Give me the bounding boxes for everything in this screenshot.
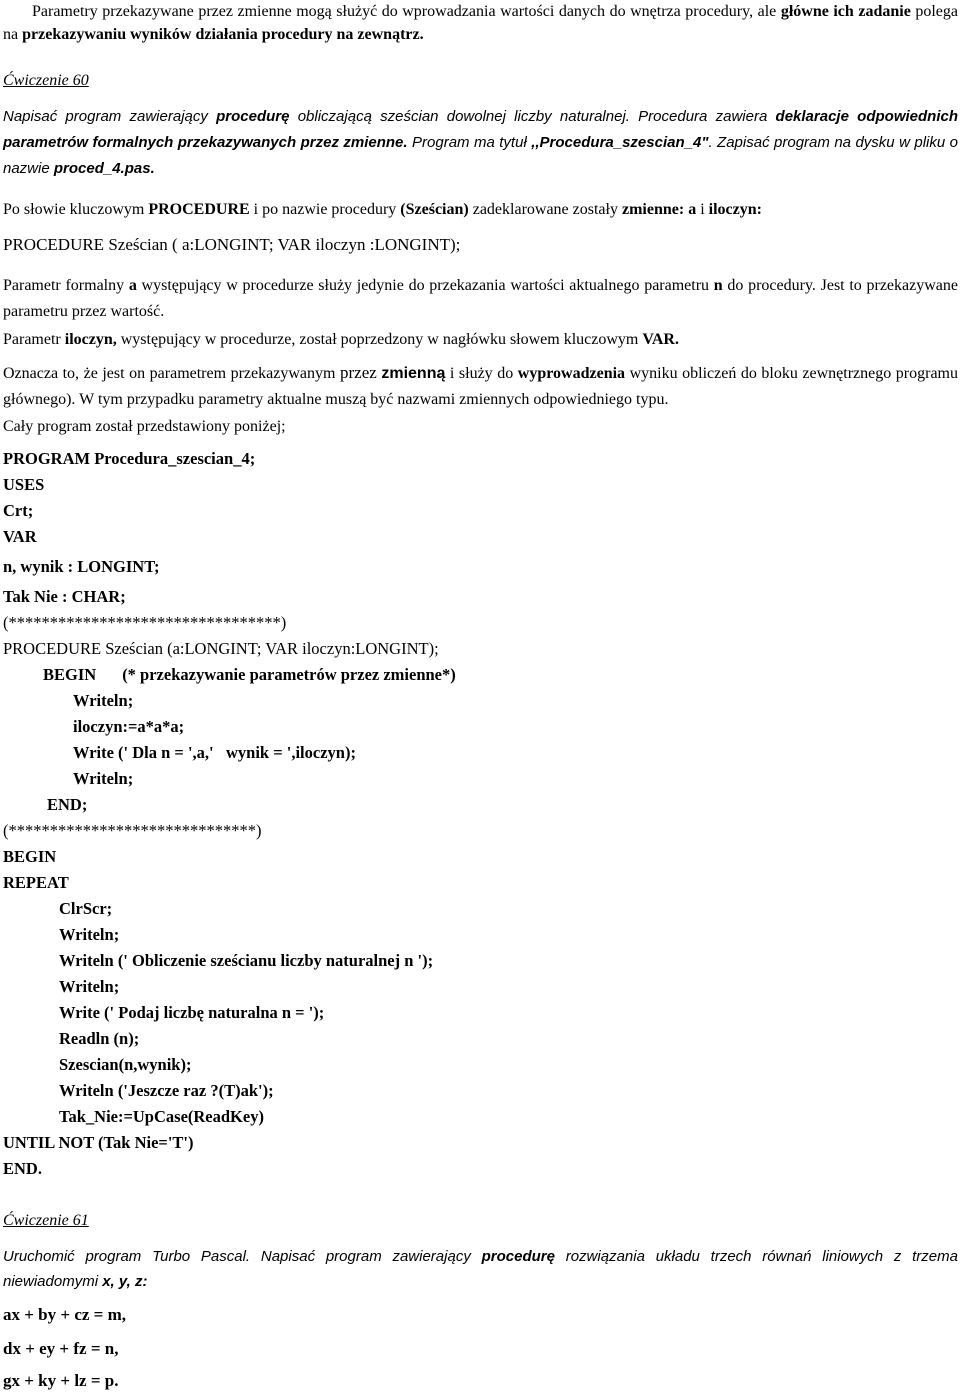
- code-line: PROGRAM Procedura_szescian_4;: [3, 449, 256, 468]
- code-line: REPEAT: [3, 873, 69, 892]
- code-line: VAR: [3, 527, 37, 546]
- body-text: występujący w procedurze służy jedynie do przekazania wartości aktualnego parametru: [136, 277, 714, 294]
- intro-text: Parametry przekazywane przez zmienne mogą służyć do wprowadzania wartości danych do wnętrza procedury, ale: [32, 3, 781, 20]
- code-line: Writeln;: [59, 925, 120, 944]
- intro-bold: przekazywaniu wyników działania procedury na zewnątrz.: [22, 26, 424, 43]
- code-line: Writeln ('Jeszcze raz ?(T)ak');: [59, 1081, 274, 1100]
- parameter-a-paragraph: [3, 273, 958, 325]
- code-line: ClrScr;: [59, 899, 113, 918]
- ex61-bold: procedurę: [481, 1248, 555, 1265]
- code-line: END;: [47, 795, 88, 814]
- code-line: Writeln;: [73, 769, 134, 788]
- body-text: przez: [340, 363, 377, 382]
- code-line: [3, 662, 958, 688]
- body-bold: zmienne: a: [621, 201, 697, 218]
- code-line: END.: [3, 1159, 42, 1178]
- code-line: (*********************************): [3, 613, 287, 632]
- body-text: występujący w procedurze, został poprzedzony w nagłówku słowem kluczowym: [116, 331, 643, 348]
- code-line: Szescian(n,wynik);: [59, 1055, 192, 1074]
- equation-2: dx + ey + fz = n,: [3, 1339, 119, 1358]
- exercise-61-text: [3, 1244, 958, 1294]
- code-line: UNTIL NOT (Tak Nie='T'): [3, 1133, 194, 1152]
- code-line: Writeln;: [73, 691, 134, 710]
- code-line: PROCEDURE Sześcian (a:LONGINT; VAR iloczyn:LONGINT);: [3, 639, 439, 658]
- body-bold: zmienną: [381, 365, 446, 382]
- ex61-text: rozwiązania układu trzech równań liniowych z trzema niewiadomymi: [3, 1248, 958, 1290]
- body-bold: iloczyn,: [64, 331, 117, 348]
- intro-paragraph: [3, 0, 958, 46]
- ex60-text: program na dysku w pliku o nazwie: [3, 134, 958, 177]
- body-text: Oznacza to, że jest on parametrem przekazywanym: [3, 365, 340, 382]
- parameter-iloczyn-paragraph: [3, 329, 958, 351]
- procedure-declaration: PROCEDURE Sześcian ( a:LONGINT; VAR iloczyn :LONGINT);: [3, 235, 461, 254]
- ex60-text: Program ma tytuł: [407, 134, 532, 151]
- code-comment: (* przekazywanie parametrów przez zmienne*): [122, 665, 456, 684]
- body-bold: iloczyn:: [708, 201, 762, 218]
- body-text: Parametr formalny: [3, 277, 129, 294]
- body-text: Parametr: [3, 331, 65, 348]
- code-listing: [3, 446, 958, 1182]
- exercise-60-text: [3, 104, 958, 182]
- body-bold: (Sześcian): [400, 201, 469, 218]
- code-line: iloczyn:=a*a*a;: [73, 717, 185, 736]
- code-line: Write (' Podaj liczbę naturalna n = ');: [59, 1003, 325, 1022]
- ex61-bold: x, y, z:: [102, 1273, 148, 1290]
- body-bold: a: [128, 277, 137, 294]
- ex60-bold: deklaracje: [775, 108, 849, 125]
- intro-text: polega na: [3, 3, 958, 43]
- body-text: i po nazwie procedury: [249, 201, 401, 218]
- code-line: Writeln (' Obliczenie sześcianu liczby naturalnej n ');: [59, 951, 434, 970]
- code-line: Readln (n);: [59, 1029, 140, 1048]
- code-line: Writeln;: [59, 977, 120, 996]
- code-line: n, wynik : LONGINT;: [3, 557, 160, 576]
- body-text: wyniku obliczeń do bloku zewnętrznego programu głównego). W tym przypadku parametry aktualne muszą być nazwami zmiennych odpowiedniego typu.: [3, 365, 959, 408]
- exercise-60-heading: Ćwiczenie 60: [3, 72, 89, 89]
- equation-1: ax + by + cz = m,: [3, 1305, 127, 1324]
- ex60-text: obliczającą sześcian dowolnej liczby naturalnej. Procedura zawiera: [289, 108, 776, 125]
- ex60-bold: odpowiednich parametrów formalnych przekazywanych przez zmienne.: [3, 108, 958, 151]
- ex60-text: . Zapisać: [708, 134, 770, 151]
- body-text: i: [696, 201, 709, 218]
- code-line: Tak_Nie:=UpCase(ReadKey): [59, 1107, 264, 1126]
- keyword-paragraph: [3, 199, 958, 221]
- code-line: Crt;: [3, 501, 34, 520]
- body-text: do procedury. Jest to przekazywane parametru przez wartość.: [3, 277, 958, 320]
- ex60-bold: ,,Procedura_szescian_4": [531, 134, 709, 151]
- body-bold: PROCEDURE: [148, 201, 250, 218]
- ex61-text: Uruchomić program Turbo Pascal. Napisać program zawierający: [3, 1248, 482, 1265]
- body-bold: n: [713, 277, 723, 294]
- meaning-paragraph: [3, 360, 958, 413]
- body-bold: VAR.: [642, 331, 679, 348]
- code-line: USES: [3, 475, 45, 494]
- body-text: Po słowie kluczowym: [3, 201, 149, 218]
- code-line: (******************************): [3, 821, 262, 840]
- program-intro: Cały program został przedstawiony poniżej;: [3, 418, 286, 435]
- body-bold: wyprowadzenia: [517, 365, 626, 382]
- equation-3: gx + ky + lz = p.: [3, 1371, 119, 1390]
- ex60-bold: procedurę: [216, 108, 290, 125]
- ex60-text: Napisać program zawierający: [3, 108, 217, 125]
- code-line: Write (' Dla n = ',a,' wynik = ',iloczyn);: [73, 743, 356, 762]
- body-text: i służy do: [445, 365, 518, 382]
- ex60-bold: proced_4.pas.: [53, 160, 155, 177]
- body-text: zadeklarowane zostały: [468, 201, 622, 218]
- code-keyword: BEGIN: [43, 665, 97, 684]
- exercise-61-heading: Ćwiczenie 61: [3, 1212, 89, 1229]
- code-line: Tak Nie : CHAR;: [3, 587, 126, 606]
- code-line: BEGIN: [3, 847, 57, 866]
- intro-bold: główne ich: [780, 3, 854, 20]
- intro-bold: zadanie: [858, 3, 911, 20]
